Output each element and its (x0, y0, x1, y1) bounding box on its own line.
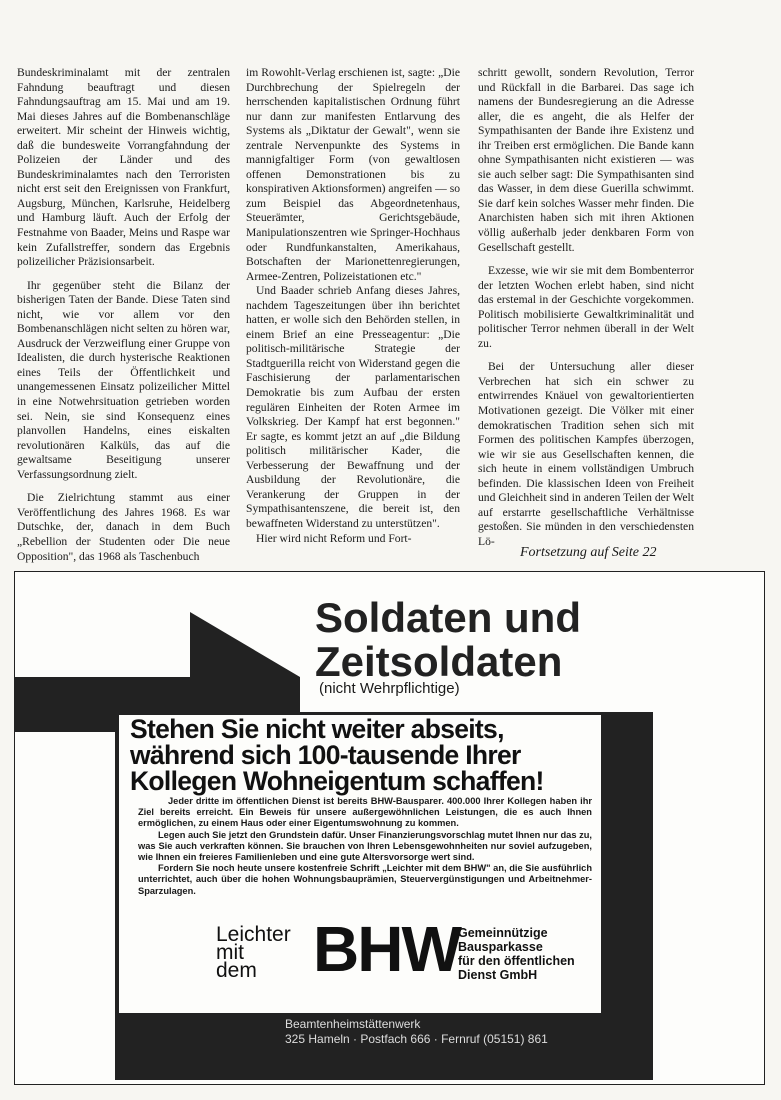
slogan-line-3: dem (216, 959, 257, 982)
headline (315, 596, 581, 684)
continued-note: Fortsetzung auf Seite 22 (520, 545, 657, 560)
org-line-4: Dienst GmbH (458, 968, 538, 982)
main-headline (130, 716, 600, 794)
paragraph: schritt gewollt, sondern Revolution, Terror und Rückfall in die Barbarei. Das sage ich namens der Bundesregierung an die Adresse aller, die es angeht, die als Helfer der Sympathisanten der Bande ihre Existenz und ihr Treiben erst ermöglichen. Die Bande kann ohne Sympathisanten nicht existieren — was sie auch selber sagt: Die Sympathisanten sind das Wasser, in dem diese Guerilla schwimmt. Sie darf kein solches Wasser mehr finden. Die Anarchisten haben sich mit ihren Aktionen völlig außerhalb jeder denkbaren Form von Gesellschaft gestellt. (478, 66, 694, 254)
ad-body (138, 796, 592, 897)
article-column-3 (478, 66, 694, 550)
ad-paragraph: Legen auch Sie jetzt den Grundstein dafür. Unser Finanzierungsvorschlag mutet Ihnen nur das zu, was Sie auch verkraften können. Sie brauchen von Ihren Lebensgewohnheiten nur soviel aufzugeben, wie Ihnen ein freieres Familienleben und eine gute Altersvorsorge wert sind. (138, 829, 592, 863)
slogan (216, 923, 291, 982)
paragraph: Hier wird nicht Reform und Fort- (256, 531, 412, 545)
paragraph: im Rowohlt-Verlag erschienen ist, sagte: „Die Durchbrechung der Spielregeln der herrschenden kapitalistischen Ordnung führt nur dann zur manifesten Entlarvung des Systems als „Diktatur der Gewalt", wenn sie zentrale Nervenpunkte des Systems in mannigfaltiger Form (von gewaltlosen offenen Demonstrationen bis zu konspirativen Aktionsformen) angreifen — so zum Beispiel das Abgeordnetenhaus, Steuerämter, Gerichtsgebäude, Manipulationszentren wie Springer-Hochhaus oder Rundfunkanstalten, Amerikahaus, Botschaften der Marionettenregierungen, Armee-Zentren, Polizeistationen etc." (246, 66, 460, 283)
organization-name (458, 926, 575, 982)
main-headline-line-1: Stehen Sie nicht weiter abseits, (130, 714, 504, 744)
footer-line-1: Beamtenheimstättenwerk (285, 1017, 421, 1031)
main-headline-line-2: während sich 100-tausende Ihrer (130, 740, 521, 770)
org-line-1: Gemeinnützige (458, 926, 548, 940)
headline-line-1: Soldaten und (315, 594, 581, 641)
ad-paragraph: Jeder dritte im öffentlichen Dienst ist bereits BHW-Bausparer. 400.000 Ihrer Kollegen haben ihr Ziel bereits erreicht. Ein Beweis für unsere außergewöhnlichen Leistungen, die es auch Ihnen ermöglichen, zu einem Haus oder einer Eigentumswohnung zu kommen. (138, 796, 592, 829)
paragraph: Ihr gegenüber steht die Bilanz der bisherigen Taten der Bande. Diese Taten sind nicht, wie vor allem vor den Bombenanschlägen nicht selten zu hören war, Ausdruck der Verzweiflung einer Gruppe von Idealisten, die durch hysterische Reaktionen eines Teils der Öffentlichkeit und unangemessenen Einsatz polizeilicher Mittel in eine Notwehrsituation getrieben worden sei. Nein, sie sind Konsequenz eines planvollen Handelns, eines eiskalten revolutionären Kalküls, das auf die gewaltsame Beseitigung unserer Verfassungsordnung zielt. (17, 278, 230, 481)
subheadline: (nicht Wehrpflichtige) (319, 680, 460, 697)
bhw-logo: BHW (313, 913, 460, 985)
footer-line-2: 325 Hameln · Postfach 666 · Fernruf (05151) 861 (285, 1032, 548, 1046)
paragraph: Die Zielrichtung stammt aus einer Veröffentlichung des Jahres 1968. Es war Dutschke, der, danach in dem Buch „Rebellion der Studenten oder Die neue Opposition", das 1968 als Taschenbuch (17, 491, 230, 563)
main-headline-line-3: Kollegen Wohneigentum schaffen! (130, 766, 544, 796)
slogan-line-1: Leichter (216, 923, 291, 946)
bhw-advertisement (14, 571, 765, 1085)
ad-footer (285, 1017, 548, 1047)
paragraph: Exzesse, wie wir sie mit dem Bombenterror der letzten Wochen erlebt haben, sind nicht das erstemal in der Geschichte vorgekommen. Politisch mobilisierte Gewaltkriminalität und politischer Terror nehmen überall in der Welt zu. (478, 264, 694, 350)
paragraph: Bei der Untersuchung aller dieser Verbrechen hat sich ein schwer zu entwirrendes Knäuel von gewaltorientierten Motivationen gezeigt. Die Völker mit einer demokratischen Tradition sehen sich mit Formen des politischen Kampfes überzogen, wie wir sie aus Gesellschaften kennen, die sich heute in einem vollständigen Umbruch befinden. Die klassischen Ideen von Freiheit und Gleichheit sind in anderen Teilen der Welt auf erstarrte gesellschaftliche Verhältnisse gestoßen. Sie münden in den verschiedensten Lö- (478, 360, 694, 548)
org-line-3: für den öffentlichen (458, 954, 575, 968)
slogan-line-2: mit (216, 941, 244, 964)
ad-paragraph: Fordern Sie noch heute unsere kostenfreie Schrift „Leichter mit dem BHW" an, die Sie ausführlich unterrichtet, auch über die hohen Wohnungsbauprämien, Steuervergünstigungen und Arbeitnehmer-Sparzulagen. (138, 863, 592, 896)
article-column-1 (17, 66, 230, 564)
article-column-2 (246, 66, 460, 546)
paragraph: Bundeskriminalamt mit der zentralen Fahndung beauftragt und diesen Fahndungsauftrag am 15. Mai und am 19. Mai dieses Jahres auf die Bombenanschläge erweitert. Mir scheint der Hinweis wichtig, daß die bundesweite Vorrangfahndung der Polizeien der Länder und des Bundeskriminalamtes nach den Terroristen nicht erst seit den Ereignissen von Frankfurt, Augsburg, München, Karlsruhe, Heidelberg und Hamburg läuft. Auch der Erfolg der Festnahme von Baader, Meins und Raspe war kein Zufallstreffer, sondern das Ergebnis polizeilicher Präzisionsarbeit. (17, 66, 230, 269)
headline-line-2: Zeitsoldaten (315, 638, 563, 685)
org-line-2: Bausparkasse (458, 940, 543, 954)
paragraph: Und Baader schrieb Anfang dieses Jahres, nachdem Tageszeitungen über ihn berichtet hatten, er wolle sich den Behörden stellen, in einem Brief an eine Presseagentur: „Die politisch-militärische Strategie der Stadtguerilla reicht von Widerstand gegen die Faschisierung der parlamentarischen Demokratie bis zum Aufbau der ersten regulären Einheiten der Roten Armee im Volkskrieg. Der Kampf hat erst begonnen." Er sagte, es kommt jetzt an auf „die Bildung politisch militärischer Kader, die Verbesserung der Bewaffnung und der Ausbildung der Revolutionäre, die Verankerung der Gruppen in der Sympathisantenszene, die bereit ist, den bewaffneten Widerstand zu unterstützen". (246, 284, 460, 530)
